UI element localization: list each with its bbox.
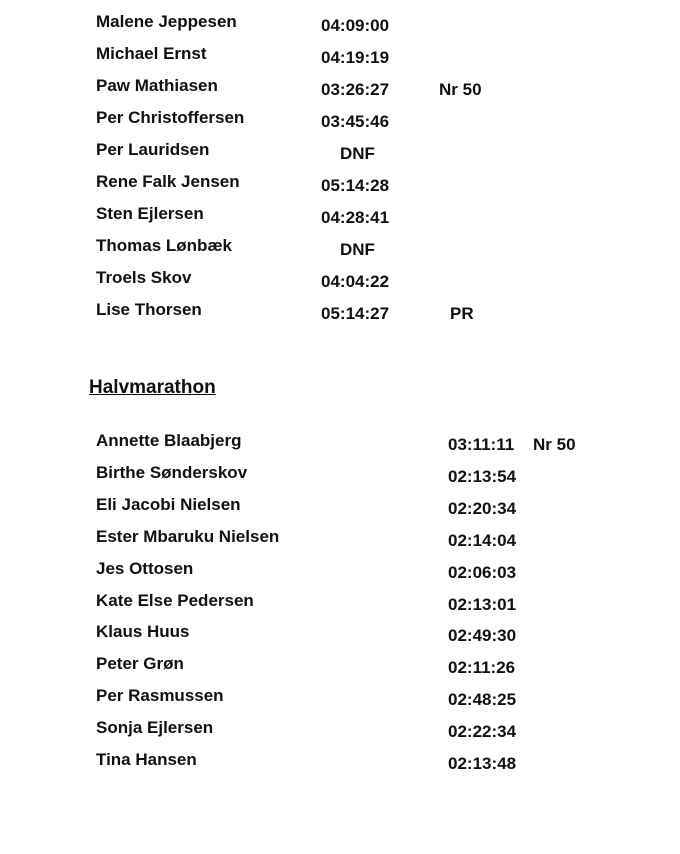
finish-time: 02:22:34 bbox=[448, 722, 517, 741]
runner-name: Sonja Ejlersen bbox=[96, 718, 214, 737]
runner-name: Annette Blaabjerg bbox=[96, 431, 242, 450]
runner-name: Sten Ejlersen bbox=[96, 204, 204, 223]
result-row bbox=[0, 591, 680, 615]
runner-name: Eli Jacobi Nielsen bbox=[96, 495, 241, 514]
runner-name: Jes Ottosen bbox=[96, 559, 194, 578]
finish-time: DNF bbox=[340, 144, 375, 163]
finish-time: DNF bbox=[340, 240, 375, 259]
result-note: Nr 50 bbox=[439, 80, 482, 99]
finish-time: 02:20:34 bbox=[448, 499, 517, 518]
result-row bbox=[0, 268, 680, 292]
runner-name: Klaus Huus bbox=[96, 622, 190, 641]
finish-time: 03:11:11 bbox=[448, 435, 515, 454]
runner-name: Per Rasmussen bbox=[96, 686, 224, 705]
runner-name: Paw Mathiasen bbox=[96, 76, 218, 95]
finish-time: 02:13:48 bbox=[448, 754, 517, 773]
runner-name: Peter Grøn bbox=[96, 654, 184, 673]
result-row bbox=[0, 108, 680, 132]
result-note: PR bbox=[450, 304, 474, 323]
section-heading: Halvmarathon bbox=[89, 377, 216, 398]
runner-name: Ester Mbaruku Nielsen bbox=[96, 527, 280, 546]
result-row bbox=[0, 654, 680, 678]
runner-name: Thomas Lønbæk bbox=[96, 236, 233, 255]
result-row bbox=[0, 300, 680, 324]
runner-name: Troels Skov bbox=[96, 268, 192, 287]
result-row bbox=[0, 686, 680, 710]
result-note: Nr 50 bbox=[533, 435, 576, 454]
result-row bbox=[0, 204, 680, 228]
finish-time: 02:13:01 bbox=[448, 595, 517, 614]
finish-time: 05:14:28 bbox=[321, 176, 390, 195]
finish-time: 02:06:03 bbox=[448, 563, 517, 582]
runner-name: Tina Hansen bbox=[96, 750, 197, 769]
result-row bbox=[0, 172, 680, 196]
finish-time: 04:09:00 bbox=[321, 16, 390, 35]
result-row bbox=[0, 559, 680, 583]
result-row bbox=[0, 622, 680, 646]
result-row bbox=[0, 431, 680, 455]
result-row bbox=[0, 140, 680, 164]
finish-time: 05:14:27 bbox=[321, 304, 390, 323]
finish-time: 04:04:22 bbox=[321, 272, 390, 291]
finish-time: 04:28:41 bbox=[321, 208, 390, 227]
result-row bbox=[0, 76, 680, 100]
result-row bbox=[0, 527, 680, 551]
finish-time: 02:11:26 bbox=[448, 658, 516, 677]
result-row bbox=[0, 12, 680, 36]
runner-name: Michael Ernst bbox=[96, 44, 207, 63]
finish-time: 04:19:19 bbox=[321, 48, 390, 67]
result-row bbox=[0, 236, 680, 260]
result-row bbox=[0, 718, 680, 742]
result-row bbox=[0, 44, 680, 68]
finish-time: 02:14:04 bbox=[448, 531, 517, 550]
finish-time: 03:45:46 bbox=[321, 112, 390, 131]
runner-name: Lise Thorsen bbox=[96, 300, 202, 319]
runner-name: Birthe Sønderskov bbox=[96, 463, 248, 482]
result-row bbox=[0, 495, 680, 519]
runner-name: Per Lauridsen bbox=[96, 140, 210, 159]
runner-name: Kate Else Pedersen bbox=[96, 591, 254, 610]
finish-time: 03:26:27 bbox=[321, 80, 390, 99]
runner-name: Per Christoffersen bbox=[96, 108, 245, 127]
runner-name: Rene Falk Jensen bbox=[96, 172, 240, 191]
finish-time: 02:13:54 bbox=[448, 467, 517, 486]
finish-time: 02:49:30 bbox=[448, 626, 517, 645]
result-row bbox=[0, 463, 680, 487]
finish-time: 02:48:25 bbox=[448, 690, 517, 709]
result-row bbox=[0, 750, 680, 774]
runner-name: Malene Jeppesen bbox=[96, 12, 237, 31]
